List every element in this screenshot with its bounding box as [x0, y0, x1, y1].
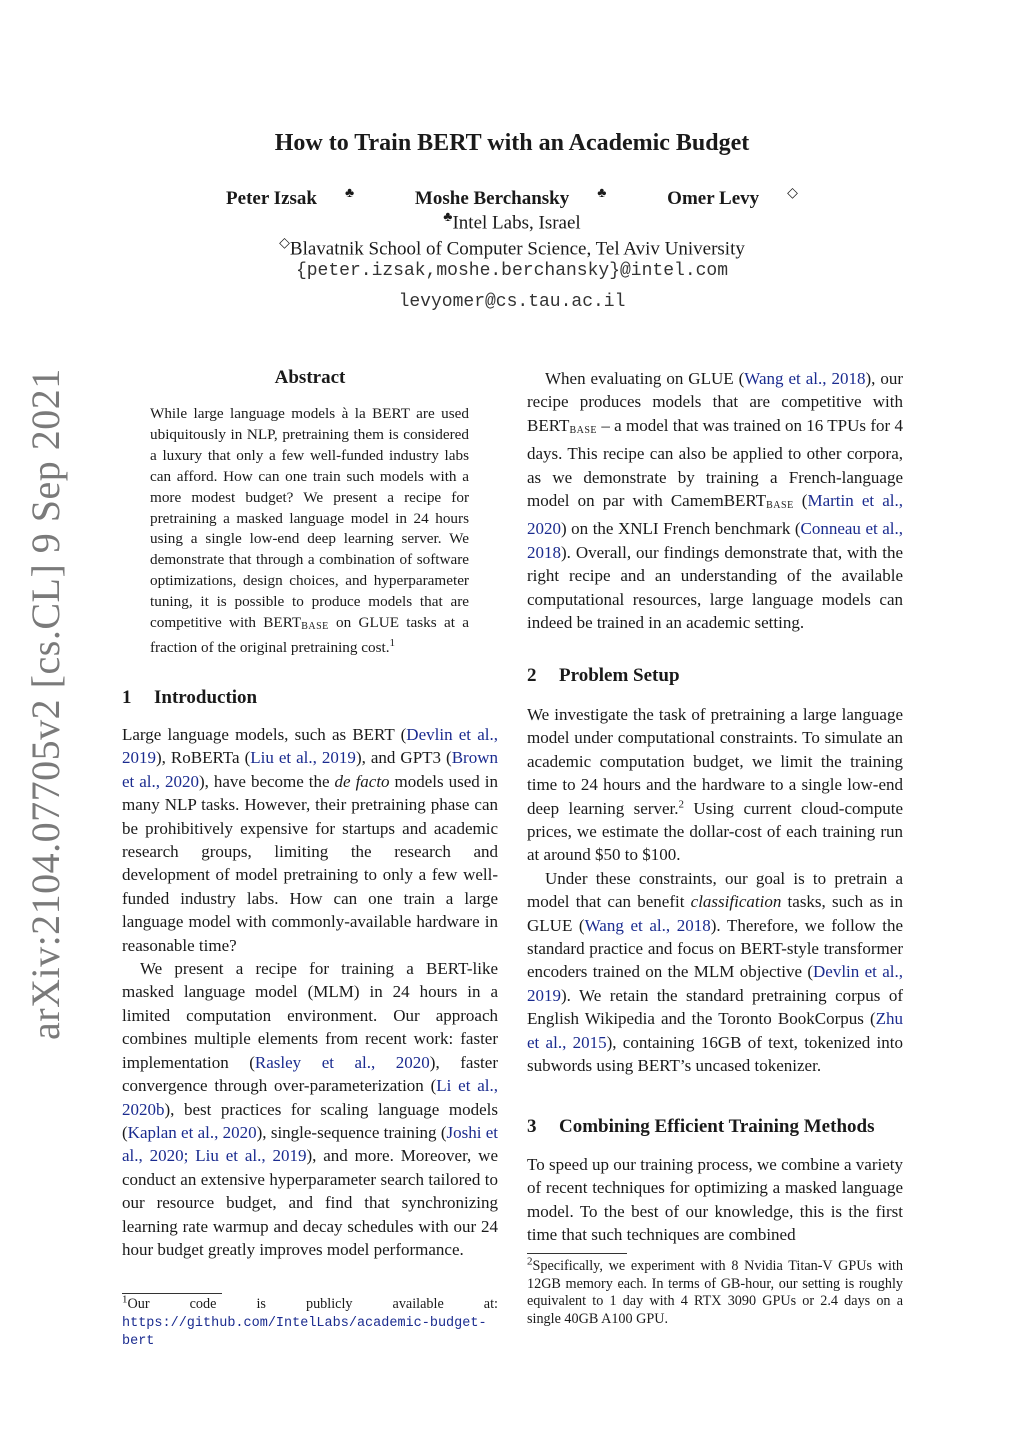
intro-body: [122, 723, 498, 1261]
affiliation: ♣Intel Labs, Israel: [443, 210, 581, 234]
abstract-heading: Abstract: [274, 367, 346, 388]
section-heading: 1 Introduction: [122, 687, 258, 708]
footnote-rule: [122, 1293, 222, 1294]
paragraph: We present a recipe for training a BERT-like masked language model (MLM) in 24 hours in a limited computation environment. Our approach combines multiple elements from recent work: faster implementation (Rasley et al., 2020), faster convergence through over-parameterization (Li et al., 2020b), best practices for scaling language models (Kaplan et al., 2020), single-sequence training (Joshi et al., 2020; Liu et al., 2019), and more. Moreover, we conduct an extensive hyperparameter search tailored to our resource budget, and find that synchronizing learning rate warmup and decay schedules with our 24 hour budget greatly improves model performance.: [122, 959, 498, 1259]
paragraph: Large language models, such as BERT (Devlin et al., 2019), RoBERTa (Liu et al., 2019), and GPT3 (Brown et al., 2020), have become the de facto models used in many NLP tasks. However, their pretraining phase can be prohibitively expensive for startups and academic research groups, limiting the research and development of model pretraining to only a few well-funded industry labs. How can one train a large language model with commonly-available hardware in reasonable time?: [122, 725, 498, 955]
footnote: $^1$Our code is publicly available at: https://github.com/IntelLabs/academic-budget-bert: [122, 1293, 498, 1349]
citation-link[interactable]: Conneau et al., 2018: [527, 519, 903, 562]
citation-link[interactable]: Martin et al., 2020: [527, 491, 903, 539]
section-heading: 2 Problem Setup: [527, 665, 680, 686]
abstract-text: While large language models à la BERT are used ubiquitously in NLP, pretraining them is considered a luxury that only a few well-funded industry labs can afford. How can one train such models with a more modest budget? We present a recipe for pretraining a masked language model in 24 hours using a single low-end deep learning server. We demonstrate that through a combination of software optimizations, design choices, and hyperparameter tuning, it is possible to produce models that are competitive with BERTBASE on GLUE tasks at a fraction of the original pretraining cost.$^1$: [150, 405, 469, 656]
author: Omer Levy ◇: [667, 186, 798, 210]
citation-link[interactable]: Devlin et al., 2019: [527, 962, 904, 1005]
citation-link[interactable]: Zhu et al., 2015: [527, 1009, 903, 1052]
affiliation: ◇Blavatnik School of Computer Science, Tel Aviv University: [279, 236, 745, 260]
citation-link[interactable]: Wang et al., 2018: [584, 915, 711, 935]
citation-link[interactable]: Devlin et al., 2019: [122, 725, 498, 768]
citation-link[interactable]: Rasley et al., 2020: [254, 1052, 430, 1072]
citation-link[interactable]: Kaplan et al., 2020: [127, 1122, 257, 1142]
code-url-link[interactable]: https://github.com/IntelLabs/academic-budget-bert: [122, 1315, 487, 1349]
citation-link[interactable]: Li et al., 2020b: [122, 1076, 498, 1119]
citation-link[interactable]: Liu et al., 2019: [250, 748, 356, 768]
footnote-rule: [527, 1253, 627, 1254]
citation-link[interactable]: Wang et al., 2018: [744, 369, 866, 388]
intro-continuation: When evaluating on GLUE (Wang et al., 2018), our recipe produces models that are competitive with BERTBASE – a model that was trained on 16 TPUs for 4 days. This recipe can also be applied to other corpora, as we demonstrate by training a French-language model on par with CamemBERTBASE (Martin et al., 2020) on the XNLI French benchmark (Conneau et al., 2018). Overall, our findings demonstrate that, with the right recipe and an understanding of the available computational resources, large language models can indeed be trained in an academic setting.: [527, 369, 903, 633]
paper-title: How to Train BERT with an Academic Budget: [274, 130, 750, 156]
email: levyomer@cs.tau.ac.il: [398, 292, 626, 312]
author-list: [0, 185, 1024, 210]
paragraph: Under these constraints, our goal is to pretrain a model that can benefit classification tasks, such as in GLUE (Wang et al., 2018). Therefore, we follow the standard practice and focus on BERT-style transformer encoders trained on the MLM objective (Devlin et al., 2019). We retain the standard pretraining corpus of English Wikipedia and the Toronto BookCorpus (Zhu et al., 2015), containing 16GB of text, tokenized into subwords using BERT’s uncased tokenizer.: [527, 868, 904, 1076]
paragraph: We investigate the task of pretraining a large language model under computational constraints. To simulate an academic computation budget, we limit the training time to 24 hours and the hardware to a single low-end deep learning server.$^2$ Using current cloud-compute prices, we estimate the dollar-cost of each training run at around $50 to $100.: [527, 705, 904, 865]
section-heading: 3 Combining Efficient Training Methods: [527, 1116, 875, 1137]
citation-link[interactable]: Brown et al., 2020: [122, 748, 498, 791]
problem-setup-body: [527, 703, 903, 1078]
arxiv-identifier: arXiv:2104.07705v2 [cs.CL] 9 Sep 2021: [23, 368, 68, 1040]
footnote: $^2$Specifically, we experiment with 8 Nvidia Titan-V GPUs with 12GB memory each. In terms of GB-hour, our setting is roughly equivalent to 1 day with 4 RTX 3090 GPUs or 2.4 days on a single 40GB A100 GPU.: [527, 1255, 903, 1327]
author: Peter Izsak ♣: [226, 186, 355, 210]
citation-link[interactable]: Joshi et al., 2020; Liu et al., 2019: [122, 1122, 498, 1166]
author: Moshe Berchansky ♣: [414, 186, 607, 210]
section3-body: To speed up our training process, we combine a variety of recent techniques for optimizing a masked language model. To the best of our knowledge, this is the first time that such techniques are combined: [527, 1155, 903, 1245]
email: {peter.izsak,moshe.berchansky}@intel.com: [295, 261, 729, 281]
